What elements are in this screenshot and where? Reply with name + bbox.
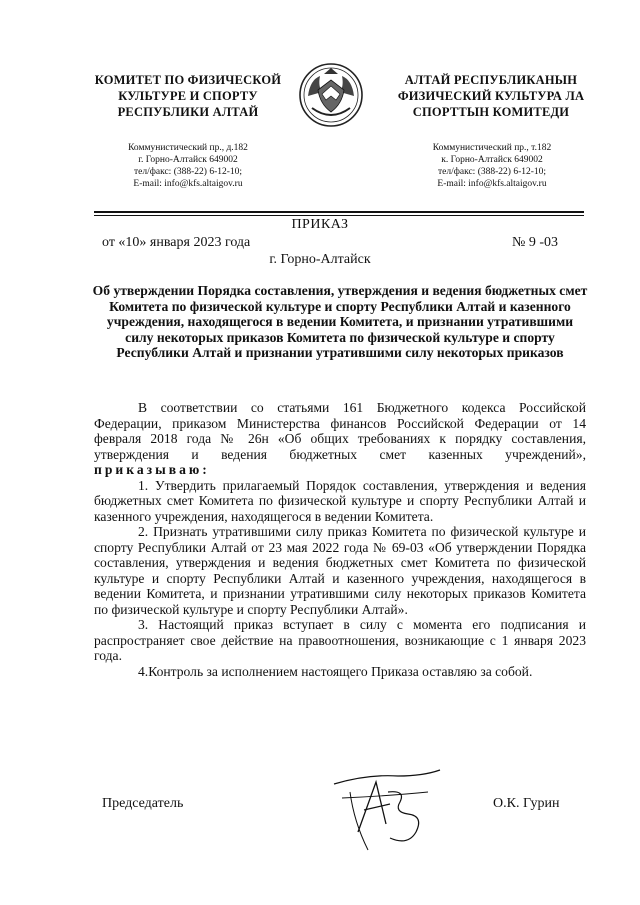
order-item: 4.Контроль за исполнением настоящего Приказа оставляю за собой. — [138, 663, 533, 679]
preamble-paragraph — [94, 400, 586, 478]
org-name-right-line: АЛТАЙ РЕСПУБЛИКАНЫН — [404, 73, 578, 87]
order-item: 2. Признать утратившими силу приказ Комитета по физической культуре и спорту Республики Алтай от 23 мая 2022 года № 69-03 «Об утверждении Порядка составления, утверждения и ведения бюджетных смет Комитета по физической культуре и спорту Республики Алтай и казенного учреждения, находящегося в ведении Комитета, и признании утратившими силу некоторых приказов Комитета по физической культуре и спорту Республики Алтай». — [94, 524, 586, 617]
order-subject: Об утверждении Порядка составления, утверждения и ведения бюджетных смет Комитета по физической культуре и спорту Республики Алтай и казенного учреждения, находящегося в ведении Комитета, и признании утратившими силу некоторых приказов Комитета по физической культуре и спорту Республики Алтай и признании утратившими силу некоторых приказов — [92, 283, 588, 360]
address-right-line: к. Горно-Алтайск 649002 — [441, 155, 543, 165]
org-name-right-line: СПОРТТЫН КОМИТЕДИ — [412, 105, 570, 119]
order-date: от «10» января 2023 года — [102, 235, 251, 250]
coat-of-arms-icon — [298, 60, 364, 130]
address-right-line: Коммунистический пр., т.182 — [432, 143, 552, 153]
address-right-line: E-mail: info@kfs.altaigov.ru — [437, 179, 547, 189]
address-right-line: тел/факс: (388-22) 6-12-10; — [437, 167, 547, 177]
order-title: ПРИКАЗ — [291, 217, 349, 232]
order-item: 3. Настоящий приказ вступает в силу с момента его подписания и распространяет свое действие на правоотношения, возникающие с 1 января 2023 года. — [94, 617, 586, 663]
org-name-right-line: ФИЗИЧЕСКИЙ КУЛЬТУРА ЛА — [397, 89, 585, 103]
address-left-line: г. Горно-Алтайск 649002 — [138, 155, 238, 165]
signatory-name: О.К. Гурин — [493, 796, 560, 811]
address-left — [88, 142, 288, 190]
letterhead-divider-thin — [94, 215, 584, 216]
address-left-line: тел/факс: (388-22) 6-12-10; — [133, 167, 243, 177]
order-number: № 9 -03 — [512, 235, 559, 250]
handwritten-signature — [328, 762, 448, 862]
order-item: 1. Утвердить прилагаемый Порядок составления, утверждения и ведения бюджетных смет Комитета по физической культуре и спорту Республики Алтай и казенного учреждения, находящегося в ведении Комитета. — [94, 477, 586, 524]
org-name-left-line: РЕСПУБЛИКИ АЛТАЙ — [117, 105, 259, 119]
letterhead-divider — [94, 211, 584, 213]
address-left-line: E-mail: info@kfs.altaigov.ru — [133, 179, 243, 189]
order-word: приказываю: — [94, 462, 210, 477]
signatory-role: Председатель — [102, 796, 184, 811]
org-name-left-line: КОМИТЕТ ПО ФИЗИЧЕСКОЙ — [94, 73, 282, 87]
address-left-line: Коммунистический пр., д.182 — [128, 143, 248, 153]
preamble-text: В соответствии со статьями 161 Бюджетного кодекса Российской Федерации, приказом Министерства финансов Российской Федерации от 14 февраля 2018 года № 26н «Об общих требованиях к порядку составления, утверждения и ведения бюджетных смет казенных учреждений», — [94, 400, 586, 462]
order-body — [94, 400, 586, 679]
address-right — [392, 142, 592, 190]
org-name-left — [88, 72, 288, 120]
org-name-left-line: КУЛЬТУРЕ И СПОРТУ — [118, 89, 258, 103]
order-city: г. Горно-Алтайск — [269, 252, 371, 267]
org-name-right — [384, 72, 598, 120]
